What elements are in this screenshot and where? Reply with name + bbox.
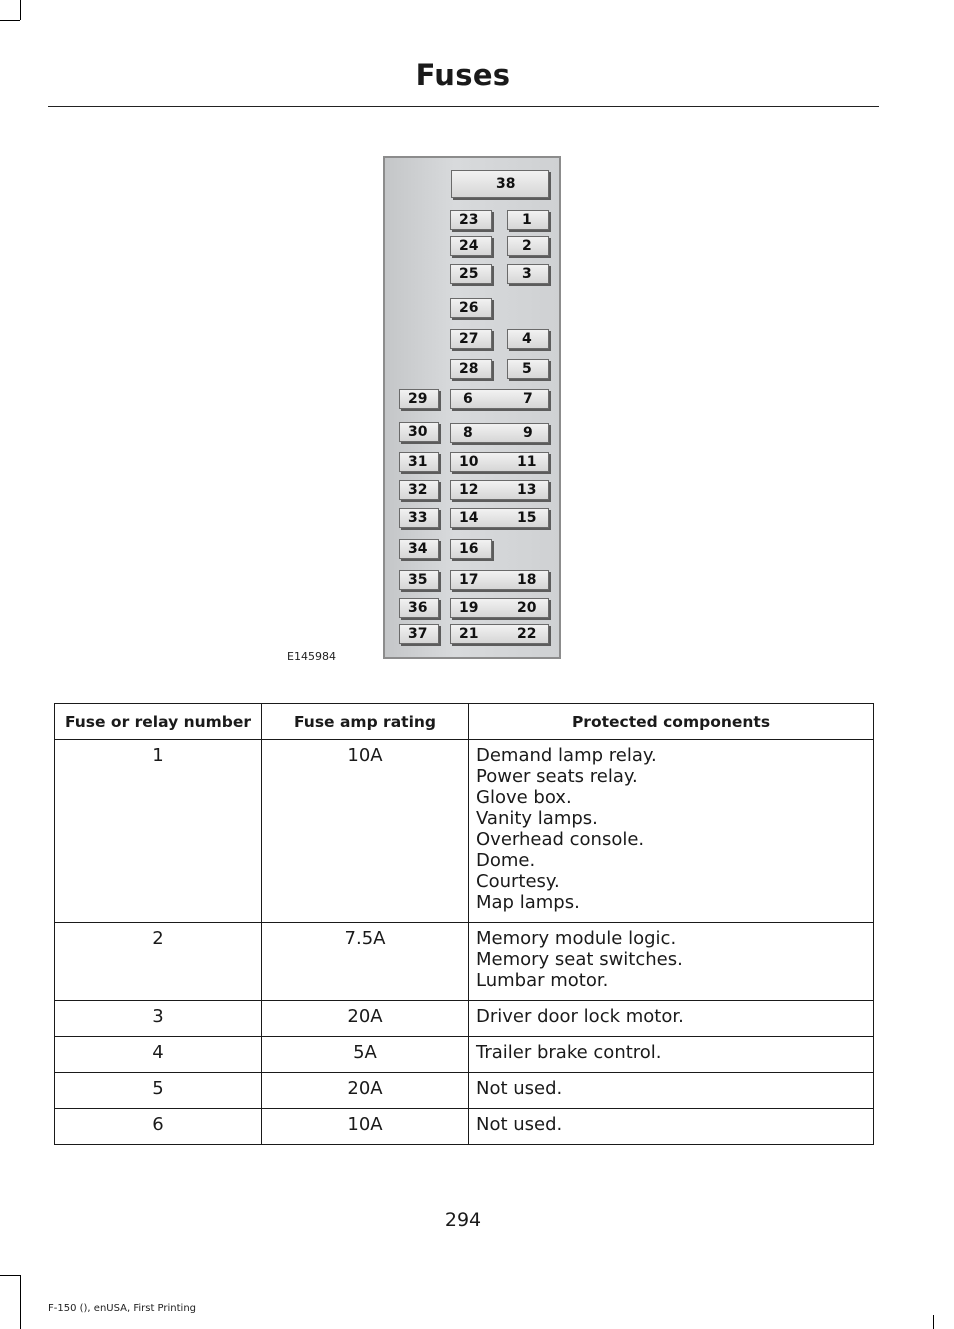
fuse-number-label: 7	[523, 391, 533, 407]
fuse-number-label: 38	[496, 176, 516, 192]
fuse-slot	[399, 389, 439, 409]
fuse-slot	[450, 570, 549, 590]
fuse-slot	[399, 480, 439, 500]
fuse-slot	[450, 389, 549, 409]
fuse-slot	[451, 170, 549, 198]
table-body	[55, 740, 874, 1145]
fuse-number-label: 4	[522, 331, 532, 347]
fuse-number-label: 29	[408, 391, 428, 407]
amp-rating-cell: 10A	[262, 1109, 469, 1145]
fuse-number-label: 12	[459, 482, 479, 498]
table-row	[55, 923, 874, 1001]
fuse-slot	[450, 329, 492, 349]
fuse-number-cell: 4	[55, 1037, 262, 1073]
fuse-number-label: 33	[408, 510, 428, 526]
component-item: Dome.	[476, 850, 536, 871]
crop-mark	[20, 0, 21, 20]
page-title: Fuses	[415, 58, 511, 92]
fuse-slot	[399, 508, 439, 528]
fuse-slot	[450, 508, 549, 528]
fuse-number-cell: 3	[55, 1001, 262, 1037]
fuse-number-label: 17	[459, 572, 479, 588]
fuse-number-label: 31	[408, 454, 428, 470]
fuse-slot	[450, 264, 492, 284]
fuse-number-label: 21	[459, 626, 479, 642]
fuse-table	[54, 703, 874, 1145]
fuse-slot	[450, 210, 492, 230]
fuse-number-label: 23	[459, 212, 479, 228]
protected-components-cell	[469, 740, 874, 923]
fuse-number-label: 10	[459, 454, 479, 470]
table-row	[55, 740, 874, 923]
fuse-number-label: 6	[463, 391, 473, 407]
table-header-row	[55, 704, 874, 740]
amp-rating-cell: 20A	[262, 1001, 469, 1037]
fuse-slot	[399, 570, 439, 590]
fuse-number-label: 15	[517, 510, 537, 526]
protected-components-cell	[469, 923, 874, 1001]
crop-mark	[20, 1275, 21, 1329]
component-item: Map lamps.	[476, 892, 580, 913]
fuse-number-label: 13	[517, 482, 537, 498]
component-item: Vanity lamps.	[476, 808, 598, 829]
figure-code: E145984	[287, 650, 336, 663]
component-item: Courtesy.	[476, 871, 560, 892]
fuse-slot	[507, 264, 549, 284]
fuse-number-label: 27	[459, 331, 479, 347]
protected-components-cell	[469, 1073, 874, 1109]
fuse-number-label: 5	[522, 361, 532, 377]
table-row	[55, 1073, 874, 1109]
fuse-slot	[450, 423, 549, 443]
fuse-slot	[450, 359, 492, 379]
fuse-number-label: 37	[408, 626, 428, 642]
component-item: Not used.	[476, 1078, 563, 1099]
fuse-number-label: 11	[517, 454, 537, 470]
fuse-number-label: 16	[459, 541, 479, 557]
fuse-number-label: 20	[517, 600, 537, 616]
fuse-number-label: 2	[522, 238, 532, 254]
fuse-slot	[507, 329, 549, 349]
fuse-slot	[450, 452, 549, 472]
component-item: Memory module logic.	[476, 928, 677, 949]
protected-components-cell	[469, 1001, 874, 1037]
fuse-slot	[399, 598, 439, 618]
fuse-number-label: 28	[459, 361, 479, 377]
title-divider	[48, 106, 879, 107]
fuse-slot	[507, 210, 549, 230]
fuse-number-cell: 1	[55, 740, 262, 923]
fuse-number-label: 30	[408, 424, 428, 440]
amp-rating-cell: 7.5A	[262, 923, 469, 1001]
fuse-slot	[450, 624, 549, 644]
fuse-number-label: 34	[408, 541, 428, 557]
fuse-number-label: 8	[463, 425, 473, 441]
fuse-slot	[450, 298, 492, 318]
fuse-number-label: 32	[408, 482, 428, 498]
fuse-number-cell: 6	[55, 1109, 262, 1145]
column-header-number: Fuse or relay number	[55, 704, 262, 740]
protected-components-cell	[469, 1037, 874, 1073]
fuse-slot	[399, 539, 439, 559]
fuse-number-label: 24	[459, 238, 479, 254]
crop-mark	[933, 1315, 934, 1329]
fuse-slot	[399, 452, 439, 472]
crop-mark	[0, 1275, 20, 1276]
component-item: Demand lamp relay.	[476, 745, 657, 766]
component-item: Power seats relay.	[476, 766, 638, 787]
fuse-number-label: 3	[522, 266, 532, 282]
component-item: Trailer brake control.	[476, 1042, 662, 1063]
component-item: Not used.	[476, 1114, 563, 1135]
fuse-number-label: 25	[459, 266, 479, 282]
fuse-number-label: 22	[517, 626, 537, 642]
fuse-slot	[507, 236, 549, 256]
table-row	[55, 1109, 874, 1145]
fuse-number-label: 36	[408, 600, 428, 616]
fuse-number-label: 1	[522, 212, 532, 228]
fuse-number-cell: 5	[55, 1073, 262, 1109]
page-number: 294	[444, 1209, 482, 1231]
fuse-number-label: 26	[459, 300, 479, 316]
protected-components-cell	[469, 1109, 874, 1145]
fuse-number-label: 19	[459, 600, 479, 616]
fuse-slot	[399, 422, 439, 442]
column-header-rating: Fuse amp rating	[262, 704, 469, 740]
amp-rating-cell: 20A	[262, 1073, 469, 1109]
component-item: Memory seat switches.	[476, 949, 683, 970]
page-footer: F-150 (), enUSA, First Printing	[48, 1303, 197, 1314]
fuse-number-label: 9	[523, 425, 533, 441]
fuse-number-label: 18	[517, 572, 537, 588]
fuse-slot	[450, 480, 549, 500]
fuse-slot	[507, 359, 549, 379]
fuse-panel-diagram	[383, 156, 561, 659]
fuse-slot	[450, 236, 492, 256]
table-row	[55, 1037, 874, 1073]
table-row	[55, 1001, 874, 1037]
component-item: Glove box.	[476, 787, 572, 808]
fuse-number-cell: 2	[55, 923, 262, 1001]
fuse-slot	[450, 539, 492, 559]
amp-rating-cell: 5A	[262, 1037, 469, 1073]
component-item: Driver door lock motor.	[476, 1006, 684, 1027]
fuse-number-label: 14	[459, 510, 479, 526]
component-item: Lumbar motor.	[476, 970, 609, 991]
component-item: Overhead console.	[476, 829, 645, 850]
crop-mark	[0, 20, 20, 21]
fuse-slot	[450, 598, 549, 618]
amp-rating-cell: 10A	[262, 740, 469, 923]
fuse-slot	[399, 624, 439, 644]
fuse-number-label: 35	[408, 572, 428, 588]
column-header-components: Protected components	[469, 704, 874, 740]
